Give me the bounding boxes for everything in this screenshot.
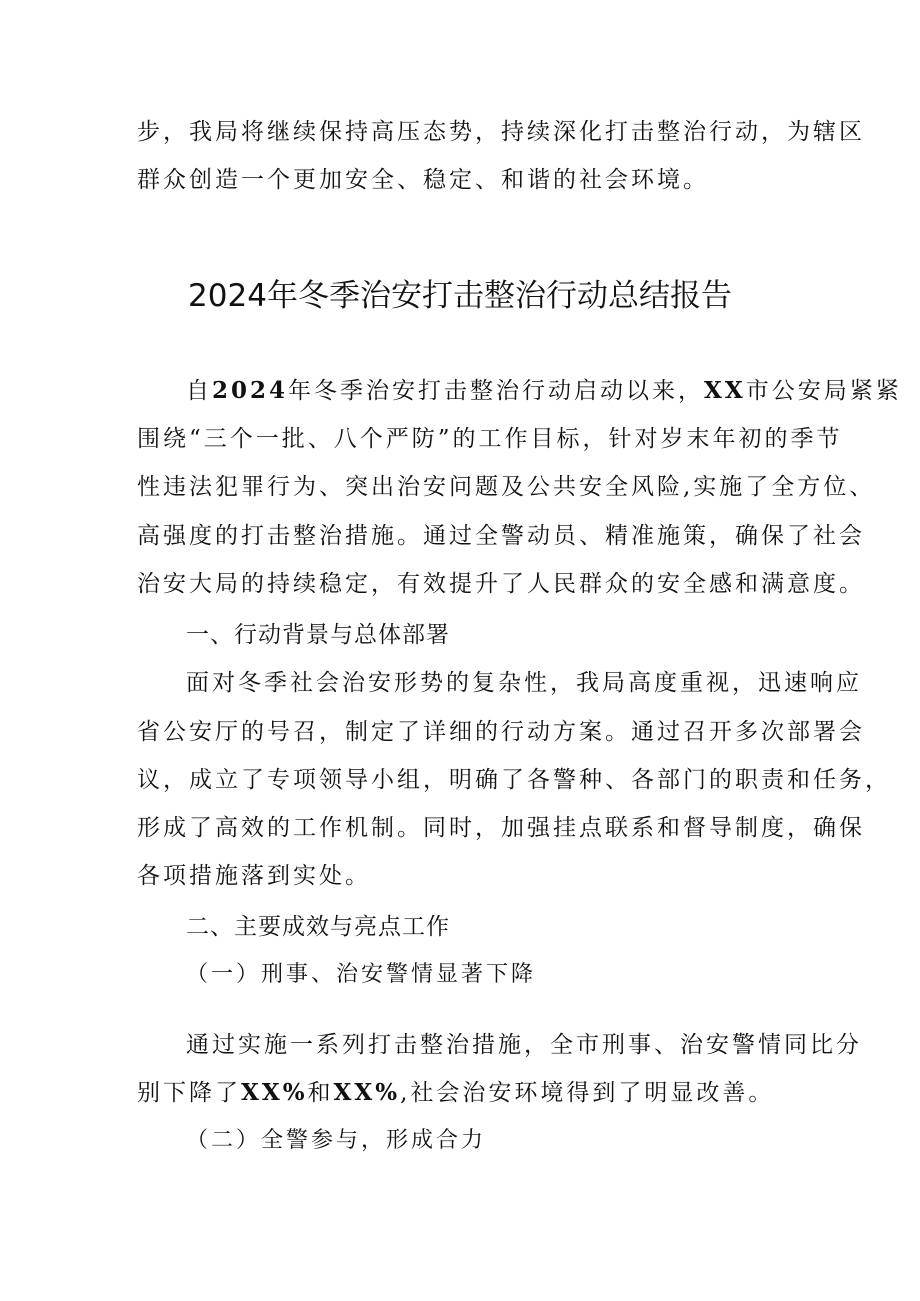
para1-text-b: 年冬季治安打击整治行动启动以来，: [288, 378, 705, 404]
para1-year: 2024: [212, 377, 289, 404]
para1-line-1: [186, 376, 902, 406]
para1-line-4: 高强度的打击整治措施。通过全警动员、精准施策，确保了社会: [137, 523, 865, 549]
section2-heading: 二、主要成效与亮点工作: [186, 914, 450, 940]
para1-text-a: 自: [186, 378, 212, 404]
para1-text-c: 市公安局紧紧: [745, 378, 902, 404]
intro-tail-line-2: 群众创造一个更加安全、稳定、和谐的社会环境。: [137, 167, 709, 193]
section1-heading: 一、行动背景与总体部署: [186, 622, 450, 648]
para1-city-placeholder: XX: [704, 377, 746, 404]
intro-tail-line-1: 步，我局将继续保持高压态势，持续深化打击整治行动，为辖区: [137, 119, 865, 145]
subsection-1-heading: （一）刑事、治安警情显著下降: [186, 962, 537, 987]
sub1-text-a: 别下降了: [137, 1080, 241, 1106]
security-drop-placeholder: XX%: [333, 1079, 401, 1106]
subsection-2-heading: （二）全警参与，形成合力: [186, 1128, 487, 1153]
para1-line-2: 围绕“三个一批、八个严防”的工作目标，针对岁末年初的季节: [137, 426, 843, 452]
report-title: 2024年冬季治安打击整治行动总结报告: [188, 278, 732, 314]
sub1-text-b: 和: [307, 1080, 334, 1106]
section1-line-1: 面对冬季社会治安形势的复杂性，我局高度重视，迅速响应: [186, 670, 862, 696]
subsection-1-line-2: [137, 1078, 774, 1108]
section1-line-3: 议，成立了专项领导小组，明确了各警种、各部门的职责和任务，: [137, 767, 891, 793]
criminal-drop-placeholder: XX%: [241, 1079, 308, 1106]
subsection-1-line-1: 通过实施一系列打击整治措施，全市刑事、治安警情同比分: [186, 1032, 862, 1058]
section1-line-2: 省公安厅的号召，制定了详细的行动方案。通过召开多次部署会: [137, 719, 865, 745]
para1-line-5: 治安大局的持续稳定，有效提升了人民群众的安全感和满意度。: [137, 571, 865, 597]
section1-line-5: 各项措施落到实处。: [137, 863, 371, 889]
para1-line-3: 性违法犯罪行为、突出治安问题及公共安全风险,实施了全方位、: [137, 474, 876, 500]
sub1-text-c: ,社会治安环境得到了明显改善。: [400, 1080, 775, 1106]
section1-line-4: 形成了高效的工作机制。同时，加强挂点联系和督导制度，确保: [137, 815, 865, 841]
